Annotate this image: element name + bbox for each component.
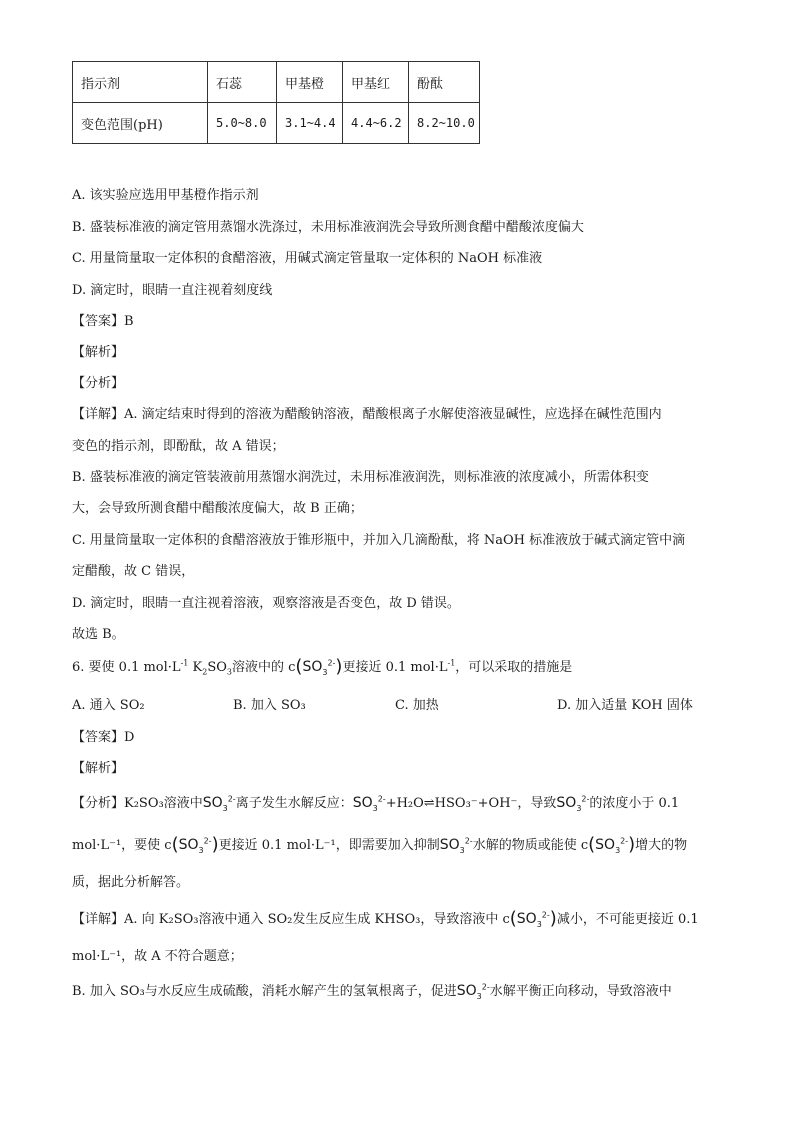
q5-option-d: D. 滴定时，眼睛一直注视着刻度线 bbox=[72, 283, 273, 298]
q6-detail-line: B. 加入 SO₃与水反应生成硫酸，消耗水解产生的氢氧根离子，促进$SO_3^{2-}$水解平衡正向移动，导致溶液中 bbox=[72, 982, 672, 1001]
q5-detail-line: 变色的指示剂，即酚酞，故 A 错误； bbox=[72, 439, 285, 454]
q5-detail-line: 定醋酸，故 C 错误， bbox=[72, 564, 195, 579]
indicator-table bbox=[72, 61, 480, 144]
q6-fenxi-line: 质，据此分析解答。 bbox=[72, 875, 190, 890]
table-cell: 5.0~8.0 bbox=[208, 103, 277, 144]
q6-stem: 6. 要使 0.1 $mol\cdot L^{-1}$ $K_2SO_3$溶液中的 $c(SO_3^{2-})$更接近 0.1 $mol\cdot L^{-1}$，可以采取的措施是 bbox=[72, 656, 573, 677]
q5-fenxi-heading: 【分析】 bbox=[72, 376, 125, 391]
q5-option-c: C. 用量筒量取一定体积的食醋溶液，用碱式滴定管量取一定体积的 NaOH 标准液 bbox=[72, 251, 543, 266]
sulfite-ion: $SO_3^{2-}$ bbox=[302, 658, 336, 677]
q6-jiexi-heading: 【解析】 bbox=[72, 761, 125, 776]
q5-jiexi-heading: 【解析】 bbox=[72, 345, 125, 360]
table-row bbox=[73, 62, 480, 103]
q6-option-b: B. 加入 SO₃ bbox=[233, 698, 306, 713]
table-row bbox=[73, 103, 480, 144]
table-cell: 酚酞 bbox=[409, 62, 480, 103]
q6-option-a: A. 通入 SO₂ bbox=[72, 698, 145, 713]
q5-detail-line: 大，会导致所测食醋中醋酸浓度偏大，故 B 正确； bbox=[72, 501, 363, 516]
q5-conclusion: 故选 B。 bbox=[72, 627, 125, 642]
q6-detail-line: 【详解】A. 向 K₂SO₃溶液中通入 SO₂发生反应生成 KHSO₃，导致溶液中 $c(SO_3^{2-})$减小，不可能更接近 0.1 bbox=[72, 908, 699, 929]
table-cell: 甲基红 bbox=[343, 62, 409, 103]
table-cell: 甲基橙 bbox=[277, 62, 343, 103]
q5-detail-line: C. 用量筒量取一定体积的食醋溶液放于锥形瓶中，并加入几滴酚酞，将 NaOH 标准液放于碱式滴定管中滴 bbox=[72, 533, 686, 548]
q6-fenxi-line: mol·L⁻¹，要使 $c(SO_3^{2-})$更接近 0.1 mol·L⁻¹，即需要加入抑制$SO_3^{2-}$水解的物质或能使 $c(SO_3^{2-})$增大的物 bbox=[72, 834, 688, 855]
table-cell: 3.1~4.4 bbox=[277, 103, 343, 144]
table-cell: 石蕊 bbox=[208, 62, 277, 103]
q5-detail-line: D. 滴定时，眼睛一直注视着溶液，观察溶液是否变色，故 D 错误。 bbox=[72, 596, 460, 611]
table-cell: 4.4~6.2 bbox=[343, 103, 409, 144]
table-cell: 指示剂 bbox=[73, 62, 208, 103]
q5-detail-line: 【详解】A. 滴定结束时得到的溶液为醋酸钠溶液，醋酸根离子水解使溶液显碱性，应选择在碱性范围内 bbox=[72, 407, 662, 422]
q6-option-c: C. 加热 bbox=[395, 698, 439, 713]
table-cell: 8.2~10.0 bbox=[409, 103, 480, 144]
q6-detail-line: mol·L⁻¹，故 A 不符合题意； bbox=[72, 949, 243, 964]
q5-answer: 【答案】B bbox=[72, 314, 134, 329]
q5-option-b: B. 盛装标准液的滴定管用蒸馏水洗涤过，未用标准液润洗会导致所测食醋中醋酸浓度偏大 bbox=[72, 220, 584, 235]
q6-answer: 【答案】D bbox=[72, 730, 135, 745]
table-cell: 变色范围(pH) bbox=[73, 103, 208, 144]
q5-detail-line: B. 盛装标准液的滴定管装液前用蒸馏水润洗过，未用标准液润洗，则标准液的浓度减小，所需体积变 bbox=[72, 470, 649, 485]
q6-option-d: D. 加入适量 KOH 固体 bbox=[557, 698, 693, 713]
q6-fenxi-line: 【分析】K₂SO₃溶液中$SO_3^{2-}$离子发生水解反应：$SO_3^{2-}+H_2O\rightleftharpoons HSO_3^-+OH^-$，导致$SO_3^{2-}$的浓度小于 0.1 bbox=[72, 794, 680, 813]
q5-option-a: A. 该实验应选用甲基橙作指示剂 bbox=[72, 188, 259, 203]
